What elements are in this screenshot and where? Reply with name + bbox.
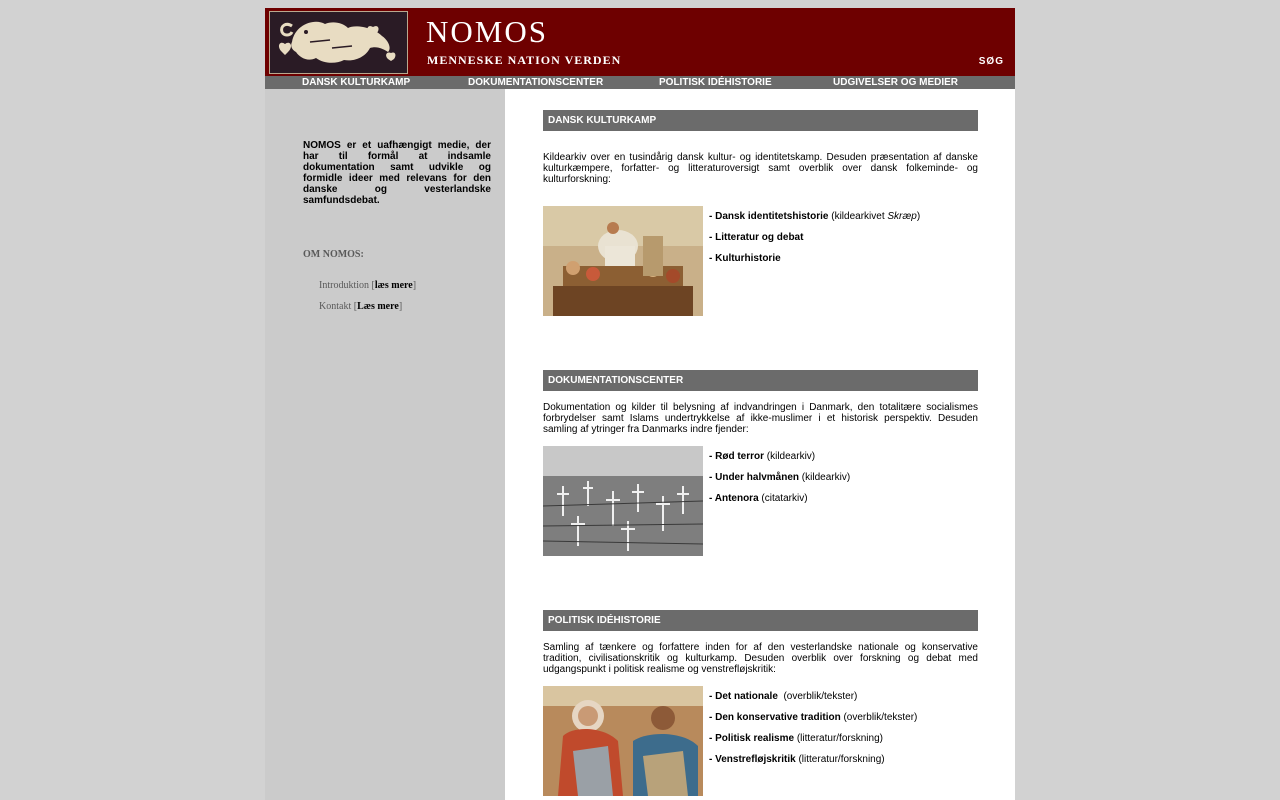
list-item bbox=[709, 712, 917, 733]
read-more-link[interactable]: læs mere bbox=[374, 280, 413, 291]
link-det-nationale[interactable]: - Det nationale bbox=[709, 691, 778, 702]
site-subtitle: MENNESKE NATION VERDEN bbox=[427, 53, 622, 67]
section-description: Samling af tænkere og forfattere inden for af den vesterlandske nationale og konservative tradition, civilisationskritik og kulturkamp. Desuden overblik over forskning og debat med udgangspunkt i politisk realisme og venstrefløjskritik: bbox=[543, 642, 978, 675]
lion-emblem-icon bbox=[270, 12, 407, 73]
link-rod-terror[interactable]: - Rød terror bbox=[709, 451, 764, 462]
sidebar bbox=[265, 89, 505, 800]
link-venstreflojskritik[interactable]: - Venstrefløjskritik bbox=[709, 754, 796, 765]
section-title-dansk-kulturkamp[interactable]: DANSK KULTURKAMP bbox=[543, 110, 978, 131]
link-note: (kildearkiv) bbox=[764, 451, 816, 462]
section-description: Dokumentation og kilder til belysning af indvandringen i Danmark, den totalitære socialismes forbrydelser samt Islams undertrykkelse af ikke-muslimer i et historisk perspektiv. Desuden samling af ytringer fra Danmarks indre fjender: bbox=[543, 402, 978, 435]
link-note-end: ) bbox=[916, 211, 921, 222]
link-kulturhistorie[interactable]: - Kulturhistorie bbox=[709, 253, 781, 264]
lion-logo[interactable] bbox=[269, 11, 408, 74]
link-note: (citatarkiv) bbox=[758, 493, 808, 504]
list-item bbox=[709, 754, 917, 775]
list-item bbox=[709, 451, 850, 472]
page bbox=[265, 8, 1015, 800]
list-item bbox=[709, 232, 920, 253]
list-item bbox=[709, 472, 850, 493]
nav-dokumentationscenter[interactable]: DOKUMENTATIONSCENTER bbox=[468, 77, 604, 88]
list-item bbox=[709, 211, 920, 232]
search-link[interactable]: SØG bbox=[978, 56, 1004, 67]
crowd-painting-icon bbox=[543, 206, 703, 316]
philosophers-painting-icon bbox=[543, 686, 703, 796]
sidebar-link-introduktion: Introduktion [læs mere] bbox=[319, 280, 417, 291]
link-note: (kildearkiv) bbox=[799, 472, 851, 483]
om-nomos-heading: OM NOMOS: bbox=[303, 249, 364, 260]
graveyard-photo-image[interactable] bbox=[543, 446, 703, 556]
graveyard-photo-icon bbox=[543, 446, 703, 556]
nav-udgivelser-og-medier[interactable]: UDGIVELSER OG MEDIER bbox=[833, 77, 959, 88]
culture-painting-image[interactable] bbox=[543, 206, 703, 316]
link-note: (overblik/tekster) bbox=[840, 712, 918, 723]
link-under-halvmanen[interactable]: - Under halvmånen bbox=[709, 472, 800, 483]
link-den-konservative-tradition[interactable]: - Den konservative tradition bbox=[709, 712, 841, 723]
link-note: (overblik/tekster) bbox=[777, 691, 858, 702]
main-nav bbox=[265, 76, 1015, 89]
list-item bbox=[709, 691, 917, 712]
philosophers-painting-image[interactable] bbox=[543, 686, 703, 796]
link-note: (litteratur/forskning) bbox=[794, 733, 883, 744]
read-more-link[interactable]: Læs mere bbox=[357, 301, 399, 312]
link-note: (kildearkivet bbox=[828, 211, 888, 222]
main-content bbox=[505, 89, 1015, 800]
sidebar-link-kontakt: Kontakt [Læs mere] bbox=[319, 301, 403, 312]
link-dansk-identitetshistorie[interactable]: - Dansk identitetshistorie bbox=[709, 211, 829, 222]
link-politisk-realisme[interactable]: - Politisk realisme bbox=[709, 733, 795, 744]
section-title-politisk-idehistorie[interactable]: POLITISK IDÉHISTORIE bbox=[543, 610, 978, 631]
section-description: Kildearkiv over en tusindårig dansk kultur- og identitetskamp. Desuden præsentation af danske kulturkæmpere, forfatter- og litteraturoversigt samt overblik over dansk folkeminde- og kulturforskning: bbox=[543, 152, 978, 185]
header bbox=[265, 8, 1015, 76]
link-list bbox=[709, 211, 920, 274]
nav-politisk-idehistorie[interactable]: POLITISK IDÉHISTORIE bbox=[659, 77, 772, 88]
link-note: (litteratur/forskning) bbox=[795, 754, 885, 765]
section-title-dokumentationscenter[interactable]: DOKUMENTATIONSCENTER bbox=[543, 370, 978, 391]
sidebar-link-label: Introduktion bbox=[319, 280, 369, 291]
link-list bbox=[709, 691, 917, 775]
nav-dansk-kulturkamp[interactable]: DANSK KULTURKAMP bbox=[302, 77, 411, 88]
link-antenora[interactable]: - Antenora bbox=[709, 493, 759, 504]
list-item bbox=[709, 733, 917, 754]
link-note-italic: Skræp bbox=[887, 211, 917, 222]
intro-text: NOMOS er et uafhængigt medie, der har til formål at indsamle dokumentation samt udvikle og formidle ideer med relevans for den danske og vesterlandske samfundsdebat. bbox=[303, 140, 491, 206]
list-item bbox=[709, 253, 920, 274]
link-litteratur-og-debat[interactable]: - Litteratur og debat bbox=[709, 232, 804, 243]
site-title[interactable]: NOMOS bbox=[426, 14, 548, 49]
sidebar-link-label: Kontakt bbox=[319, 301, 352, 312]
link-list bbox=[709, 451, 850, 514]
list-item bbox=[709, 493, 850, 514]
